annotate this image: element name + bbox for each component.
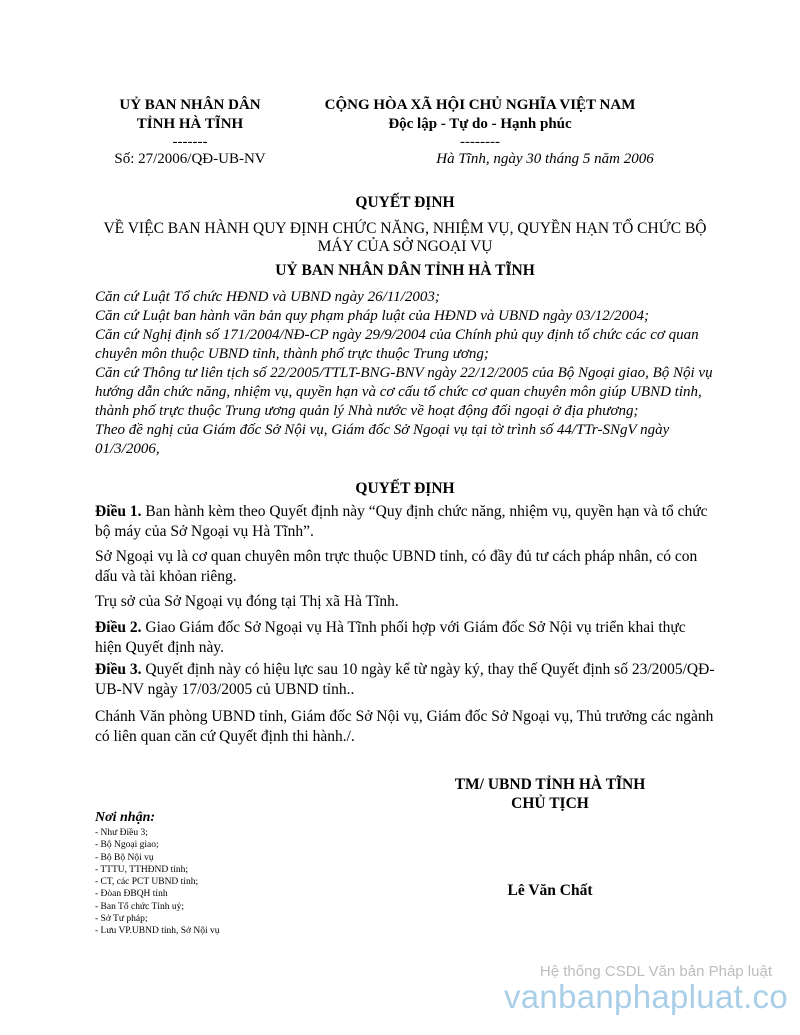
recipient-item: - Lưu VP.UBND tỉnh, Sở Nội vụ [95,926,220,937]
document-subject-line1: VỀ VIỆC BAN HÀNH QUY ĐỊNH CHỨC NĂNG, NHIỆM VỤ, QUYỀN HẠN TỔ CHỨC BỘ [103,220,707,237]
article-3-label: Điều 3. [95,661,142,678]
paragraph-execution: Chánh Văn phòng UBND tỉnh, Giám đốc Sở Nội vụ, Giám đốc Sở Ngoại vụ, Thủ trưởng các ngành có liên quan căn cứ Quyết định thi hành./. [95,708,714,745]
national-separator: -------- [460,134,500,150]
recipient-item: - Sở Tư pháp; [95,914,148,925]
recipient-item: - Ban Tổ chức Tỉnh uỷ; [95,901,184,912]
signature-title: CHỦ TỊCH [511,795,589,812]
article-1 [95,502,715,541]
recipient-item: - CT, các PCT UBND tỉnh; [95,877,199,888]
article-1-text: Ban hành kèm theo Quyết định này “Quy định chức năng, nhiệm vụ, quyền hạn và tổ chức bộ máy của Sở Ngoại vụ Hà Tĩnh”. [95,503,708,540]
recipient-item: - Bộ Bộ Nội vụ [95,852,154,863]
issue-date: Hà Tĩnh, ngày 30 tháng 5 năm 2006 [436,151,654,167]
recipients-list [95,810,220,938]
document-title: QUYẾT ĐỊNH [355,194,455,211]
basis-item: Căn cứ Thông tư liên tịch số 22/2005/TTLT-BNG-BNV ngày 22/12/2005 của Bộ Ngoại giao, Bộ Nội vụ hướng dẫn chức năng, nhiệm vụ, quyền hạn và cơ cấu tổ chức cơ quan chuyên môn giúp UBND tỉnh, thành phố trực thuộc Trung ương quản lý Nhà nước về hoạt động đối ngoại ở địa phương; [95,365,713,419]
paragraph-office: Trụ sở của Sở Ngoại vụ đóng tại Thị xã Hà Tĩnh. [95,593,399,610]
national-title: CỘNG HÒA XÃ HỘI CHỦ NGHĨA VIỆT NAM [324,97,636,113]
article-1-label: Điều 1. [95,503,142,520]
basis-item: Căn cứ Luật ban hành văn bản quy phạm pháp luật của HĐND và UBND ngày 03/12/2004; [95,308,649,324]
issuer-separator: ------- [172,134,208,150]
national-motto: Độc lập - Tự do - Hạnh phúc [388,116,572,132]
signature-authority: TM/ UBND TỈNH HÀ TĨNH [454,776,646,793]
article-3-text: Quyết định này có hiệu lực sau 10 ngày kể từ ngày ký, thay thế Quyết định số 23/2005/QĐ-UB-NV ngày 17/03/2005 củ UBND tỉnh.. [95,661,715,698]
recipient-item: - Bộ Ngoại giao; [95,840,159,851]
paragraph-legal-status: Sở Ngoại vụ là cơ quan chuyên môn trực thuộc UBND tỉnh, có đầy đủ tư cách pháp nhân, có con dấu và tài khỏan riêng. [95,548,698,585]
signer-name: Lê Văn Chất [507,882,593,899]
recipient-item: - Như Điều 3; [95,828,148,838]
article-2-label: Điều 2. [95,619,142,636]
issuer-name-line2: TỈNH HÀ TĨNH [136,116,244,132]
basis-item: Theo đề nghị của Giám đốc Sở Nội vụ, Giám đốc Sở Ngoại vụ tại tờ trình số 44/TTr-SNgV ngày 01/3/2006, [95,422,670,457]
issuer-name-line1: UỶ BAN NHÂN DÂN [119,97,261,113]
basis-item: Căn cứ Nghị định số 171/2004/NĐ-CP ngày 29/9/2004 của Chính phủ quy định tổ chức các cơ quan chuyên môn thuộc UBND tỉnh, thành phố trực thuộc Trung ương; [95,327,699,362]
document-subject-line2: MÁY CỦA SỞ NGOẠI VỤ [317,238,493,255]
watermark-site: vanbanphapluat.co [503,978,788,1015]
recipients-title: Nơi nhận: [95,810,156,825]
watermark-caption: Hệ thống CSDL Văn bản Pháp luật [539,963,772,980]
article-2 [95,618,715,657]
legal-basis [95,288,715,459]
recipient-item: - TTTU, TTHĐND tỉnh; [95,864,189,875]
issuing-authority: UỶ BAN NHÂN DÂN TỈNH HÀ TĨNH [275,262,535,279]
recipient-item: - Đòan ĐBQH tỉnh [95,889,168,900]
decision-heading: QUYẾT ĐỊNH [355,480,455,497]
article-3 [95,660,715,699]
document-number: Số: 27/2006/QĐ-UB-NV [114,151,266,167]
basis-item: Căn cứ Luật Tổ chức HĐND và UBND ngày 26/11/2003; [95,289,440,305]
article-2-text: Giao Giám đốc Sở Ngoại vụ Hà Tĩnh phối hợp với Giám đốc Sở Nội vụ triển khai thực hiện Quyết định này. [95,619,686,656]
